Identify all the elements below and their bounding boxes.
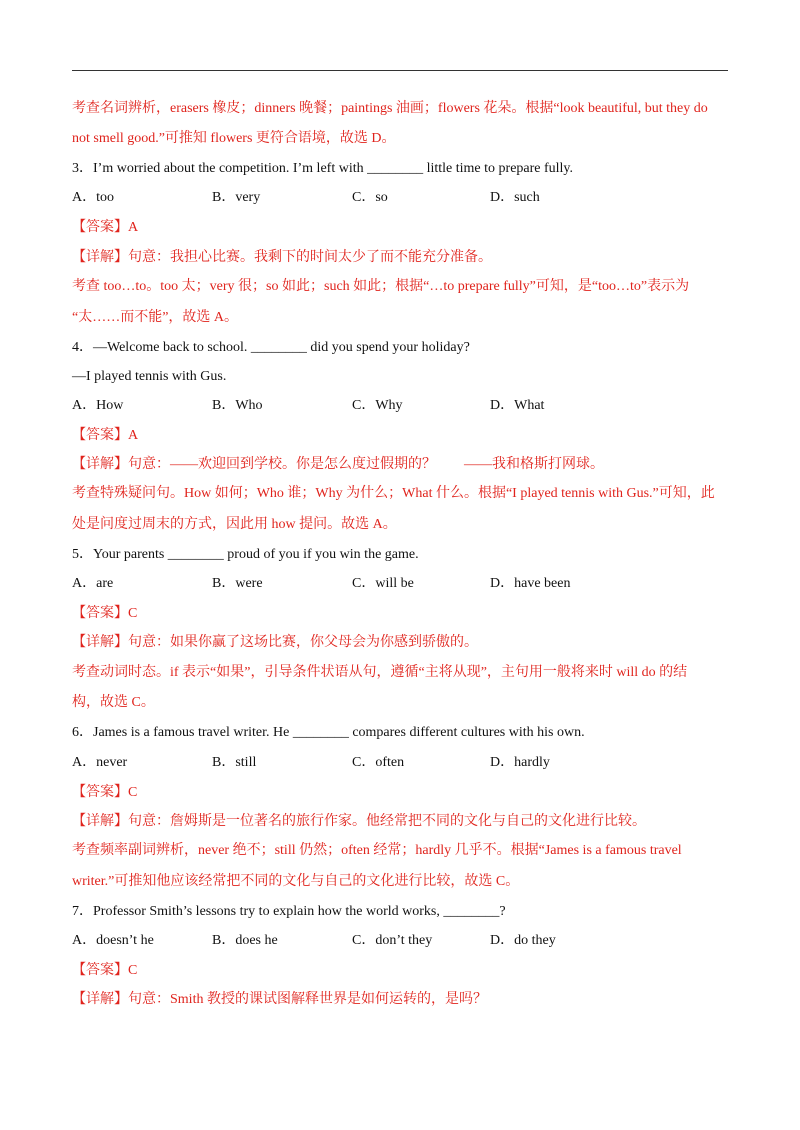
option-a: A．never (72, 755, 128, 770)
answer-label: 【答案】C (72, 963, 138, 978)
question-dialogue: —I played tennis with Gus. (72, 369, 227, 384)
option-d: D．have been (490, 576, 571, 591)
option-b: B．still (212, 755, 257, 770)
answer-label: 【答案】C (72, 606, 138, 621)
option-c: C．Why (352, 398, 403, 413)
detail-line: “太……而不能”，故选 A。 (72, 310, 239, 325)
detail-line: 【详解】句意：——欢迎回到学校。你是怎么度过假期的？ ——我和格斯打网球。 (72, 457, 604, 472)
detail-line: 处是问度过周末的方式，因此用 how 提问。故选 A。 (72, 517, 397, 532)
option-d: D．What (490, 398, 545, 413)
question-stem: 6．James is a famous travel writer. He ________ compares different cultures with his own. (72, 725, 585, 740)
detail-line: 【详解】句意：詹姆斯是一位著名的旅行作家。他经常把不同的文化与自己的文化进行比较。 (72, 814, 646, 829)
answer-label: 【答案】A (72, 220, 139, 235)
detail-line: 构，故选 C。 (72, 695, 155, 710)
question-stem: 3．I’m worried about the competition. I’m left with ________ little time to prepare fully. (72, 161, 574, 176)
question-stem: 4．—Welcome back to school. ________ did you spend your holiday? (72, 340, 470, 355)
option-b: B．Who (212, 398, 263, 413)
option-a: A．are (72, 576, 114, 591)
detail-line: 【详解】句意：Smith 教授的课试图解释世界是如何运转的，是吗？ (72, 992, 487, 1007)
option-b: B．were (212, 576, 263, 591)
detail-line: 【详解】句意：如果你赢了这场比赛，你父母会为你感到骄傲的。 (72, 635, 478, 650)
detail-line: 考查动词时态。if 表示“如果”，引导条件状语从句，遵循“主将从现”，主句用一般将来时 will do 的结 (72, 665, 688, 680)
detail-line: 【详解】句意：我担心比赛。我剩下的时间太少了而不能充分准备。 (72, 250, 492, 265)
option-b: B．does he (212, 933, 278, 948)
header-rule (72, 70, 728, 71)
option-c: C．don’t they (352, 933, 433, 948)
option-c: C．will be (352, 576, 414, 591)
answer-label: 【答案】C (72, 785, 138, 800)
option-d: D．do they (490, 933, 556, 948)
detail-line: 考查频率副词辨析，never 绝不；still 仍然；often 经常；hardly 几乎不。根据“James is a famous travel (72, 843, 682, 858)
detail-line: 考查特殊疑问句。How 如何；Who 谁；Why 为什么；What 什么。根据“I played tennis with Gus.”可知，此 (72, 486, 715, 501)
explanation-line: not smell good.”可推知 flowers 更符合语境，故选 D。 (72, 131, 396, 146)
option-a: A．How (72, 398, 124, 413)
explanation-line: 考查名词辨析，erasers 橡皮；dinners 晚餐；paintings 油画；flowers 花朵。根据“look beautiful, but they do (72, 101, 708, 116)
option-d: D．hardly (490, 755, 550, 770)
option-c: C．so (352, 190, 388, 205)
question-stem: 7．Professor Smith’s lessons try to explain how the world works, ________? (72, 904, 506, 919)
option-c: C．often (352, 755, 405, 770)
detail-line: 考查 too…to。too 太；very 很；so 如此；such 如此；根据“…to prepare fully”可知，是“too…to”表示为 (72, 279, 690, 294)
option-a: A．doesn’t he (72, 933, 154, 948)
question-stem: 5．Your parents ________ proud of you if you win the game. (72, 547, 419, 562)
detail-line: writer.”可推知他应该经常把不同的文化与自己的文化进行比较，故选 C。 (72, 874, 520, 889)
answer-label: 【答案】A (72, 428, 139, 443)
option-a: A．too (72, 190, 114, 205)
option-b: B．very (212, 190, 261, 205)
option-d: D．such (490, 190, 540, 205)
